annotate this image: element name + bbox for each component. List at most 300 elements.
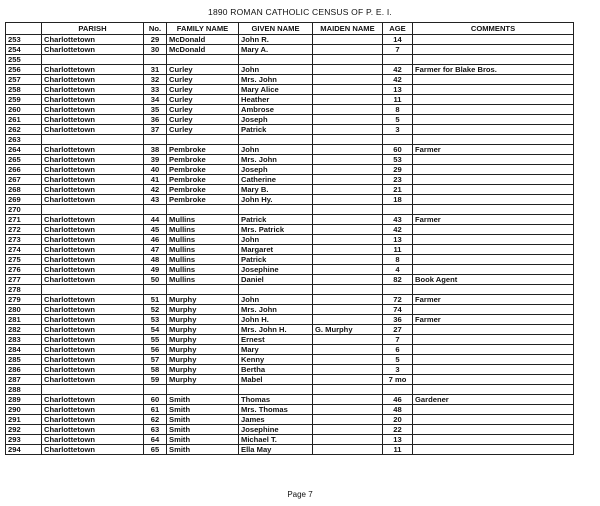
cell-maiden-name [313,45,383,55]
table-row [6,85,574,95]
table-row [6,295,574,305]
cell-given-name: Ambrose [239,105,313,115]
cell-family-name: Mullins [167,265,239,275]
cell-family-name: Curley [167,65,239,75]
cell-given-name: Mrs. Patrick [239,225,313,235]
cell-line-number: 262 [6,125,42,135]
cell-maiden-name [313,415,383,425]
cell-family-no: 29 [144,35,167,45]
cell-family-no: 52 [144,305,167,315]
cell-family-name: Pembroke [167,185,239,195]
cell-family-no [144,135,167,145]
cell-maiden-name [313,395,383,405]
cell-family-name: Murphy [167,325,239,335]
cell-family-name: Mullins [167,235,239,245]
col-header-given-name: GIVEN NAME [239,23,313,35]
cell-given-name: Patrick [239,125,313,135]
cell-age: 8 [383,105,413,115]
cell-family-name: Mullins [167,255,239,265]
cell-maiden-name [313,425,383,435]
cell-maiden-name [313,135,383,145]
cell-family-name: Smith [167,435,239,445]
cell-family-no: 38 [144,145,167,155]
cell-parish: Charlottetown [42,195,144,205]
cell-comments: Farmer [413,295,574,305]
cell-age: 4 [383,265,413,275]
table-row [6,425,574,435]
col-header-parish: PARISH [42,23,144,35]
cell-age: 72 [383,295,413,305]
cell-maiden-name [313,225,383,235]
cell-age: 42 [383,225,413,235]
cell-line-number: 253 [6,35,42,45]
cell-age: 22 [383,425,413,435]
cell-parish: Charlottetown [42,435,144,445]
cell-comments [413,365,574,375]
table-row [6,125,574,135]
cell-comments [413,345,574,355]
cell-family-name: Murphy [167,295,239,305]
table-row [6,255,574,265]
cell-family-no: 55 [144,335,167,345]
cell-comments [413,355,574,365]
table-row [6,35,574,45]
cell-given-name: John [239,235,313,245]
cell-maiden-name [313,245,383,255]
cell-comments [413,165,574,175]
cell-family-name: Pembroke [167,195,239,205]
cell-family-name: Mullins [167,245,239,255]
col-header-comments: COMMENTS [413,23,574,35]
cell-comments: Farmer [413,145,574,155]
cell-maiden-name [313,255,383,265]
cell-parish [42,55,144,65]
cell-family-name: Smith [167,425,239,435]
cell-age [383,285,413,295]
cell-family-name: Curley [167,75,239,85]
cell-family-name: Mullins [167,275,239,285]
cell-age: 21 [383,185,413,195]
cell-family-no: 49 [144,265,167,275]
cell-family-no: 41 [144,175,167,185]
cell-line-number: 264 [6,145,42,155]
cell-given-name [239,385,313,395]
cell-line-number: 284 [6,345,42,355]
cell-line-number: 258 [6,85,42,95]
cell-family-no: 33 [144,85,167,95]
cell-age: 11 [383,245,413,255]
census-table [5,22,574,455]
cell-family-name: Murphy [167,365,239,375]
cell-maiden-name [313,345,383,355]
cell-line-number: 270 [6,205,42,215]
cell-maiden-name [313,435,383,445]
cell-maiden-name [313,295,383,305]
cell-family-no: 30 [144,45,167,55]
table-row [6,405,574,415]
cell-family-name: Pembroke [167,165,239,175]
cell-age: 46 [383,395,413,405]
table-row [6,435,574,445]
cell-maiden-name [313,275,383,285]
cell-family-no: 40 [144,165,167,175]
cell-age: 42 [383,75,413,85]
cell-maiden-name [313,285,383,295]
cell-line-number: 256 [6,65,42,75]
cell-given-name: Joseph [239,165,313,175]
table-row [6,285,574,295]
table-row [6,135,574,145]
cell-family-name [167,285,239,295]
cell-family-no: 43 [144,195,167,205]
cell-parish: Charlottetown [42,215,144,225]
cell-family-name: Curley [167,95,239,105]
cell-maiden-name [313,85,383,95]
table-row [6,165,574,175]
cell-given-name: Ella May [239,445,313,455]
cell-comments [413,325,574,335]
cell-comments [413,155,574,165]
cell-line-number: 267 [6,175,42,185]
cell-family-no: 58 [144,365,167,375]
cell-parish: Charlottetown [42,145,144,155]
cell-given-name: Bertha [239,365,313,375]
cell-comments [413,385,574,395]
cell-age: 13 [383,85,413,95]
cell-family-no: 42 [144,185,167,195]
table-row [6,325,574,335]
cell-parish: Charlottetown [42,185,144,195]
cell-age: 74 [383,305,413,315]
cell-age: 6 [383,345,413,355]
cell-comments: Farmer [413,315,574,325]
cell-given-name: Margaret [239,245,313,255]
cell-comments [413,415,574,425]
cell-age: 13 [383,435,413,445]
cell-maiden-name [313,405,383,415]
cell-given-name: Mrs. Thomas [239,405,313,415]
census-body [6,35,574,455]
cell-maiden-name [313,155,383,165]
cell-maiden-name [313,165,383,175]
cell-family-name: McDonald [167,35,239,45]
cell-given-name [239,135,313,145]
cell-comments [413,95,574,105]
cell-parish: Charlottetown [42,175,144,185]
cell-given-name [239,285,313,295]
cell-family-name: Mullins [167,215,239,225]
cell-family-name: Smith [167,405,239,415]
cell-line-number: 278 [6,285,42,295]
cell-line-number: 268 [6,185,42,195]
cell-comments [413,375,574,385]
cell-maiden-name [313,305,383,315]
cell-parish: Charlottetown [42,365,144,375]
cell-comments: Book Agent [413,275,574,285]
cell-line-number: 292 [6,425,42,435]
cell-comments [413,135,574,145]
cell-maiden-name [313,205,383,215]
cell-line-number: 277 [6,275,42,285]
cell-family-no: 65 [144,445,167,455]
cell-family-no: 45 [144,225,167,235]
cell-comments [413,285,574,295]
cell-line-number: 293 [6,435,42,445]
cell-age [383,385,413,395]
cell-given-name: Mrs. John [239,305,313,315]
cell-family-name: McDonald [167,45,239,55]
cell-comments [413,205,574,215]
cell-given-name: Mrs. John [239,75,313,85]
cell-comments [413,35,574,45]
table-row [6,395,574,405]
cell-given-name: Catherine [239,175,313,185]
cell-given-name: Daniel [239,275,313,285]
cell-given-name [239,205,313,215]
table-row [6,215,574,225]
cell-parish: Charlottetown [42,225,144,235]
cell-family-no: 63 [144,425,167,435]
cell-line-number: 291 [6,415,42,425]
cell-given-name: Mary B. [239,185,313,195]
cell-given-name: Ernest [239,335,313,345]
cell-family-name: Murphy [167,305,239,315]
cell-family-name: Pembroke [167,175,239,185]
cell-maiden-name [313,265,383,275]
table-row [6,225,574,235]
cell-family-no: 62 [144,415,167,425]
cell-family-name [167,205,239,215]
cell-family-name: Pembroke [167,155,239,165]
cell-parish: Charlottetown [42,75,144,85]
cell-line-number: 273 [6,235,42,245]
header-row [6,23,574,35]
cell-given-name: Mary [239,345,313,355]
cell-line-number: 285 [6,355,42,365]
table-row [6,205,574,215]
cell-family-no: 60 [144,395,167,405]
cell-parish: Charlottetown [42,275,144,285]
cell-given-name: John R. [239,35,313,45]
cell-age: 7 [383,45,413,55]
cell-comments [413,85,574,95]
col-header-no: No. [144,23,167,35]
table-row [6,95,574,105]
table-row [6,195,574,205]
cell-age: 14 [383,35,413,45]
cell-line-number: 276 [6,265,42,275]
cell-age: 27 [383,325,413,335]
cell-age: 5 [383,115,413,125]
cell-age: 7 mo [383,375,413,385]
table-row [6,275,574,285]
cell-family-no: 48 [144,255,167,265]
cell-family-name: Smith [167,445,239,455]
cell-age: 43 [383,215,413,225]
cell-family-no: 47 [144,245,167,255]
cell-maiden-name [313,235,383,245]
cell-comments [413,195,574,205]
cell-line-number: 266 [6,165,42,175]
cell-maiden-name [313,55,383,65]
cell-parish: Charlottetown [42,415,144,425]
cell-parish: Charlottetown [42,235,144,245]
table-row [6,335,574,345]
cell-family-name: Murphy [167,315,239,325]
cell-comments [413,75,574,85]
cell-age: 13 [383,235,413,245]
cell-maiden-name [313,65,383,75]
cell-comments [413,305,574,315]
cell-maiden-name [313,365,383,375]
cell-comments [413,405,574,415]
cell-comments [413,225,574,235]
table-row [6,45,574,55]
cell-parish: Charlottetown [42,45,144,55]
cell-given-name: Mabel [239,375,313,385]
cell-parish: Charlottetown [42,355,144,365]
cell-comments: Gardener [413,395,574,405]
cell-parish: Charlottetown [42,405,144,415]
cell-age: 3 [383,125,413,135]
cell-age [383,135,413,145]
cell-given-name: Patrick [239,255,313,265]
cell-parish: Charlottetown [42,95,144,105]
cell-family-no [144,205,167,215]
table-row [6,385,574,395]
cell-maiden-name [313,375,383,385]
cell-family-no: 50 [144,275,167,285]
cell-given-name: Thomas [239,395,313,405]
cell-family-name: Murphy [167,355,239,365]
table-row [6,175,574,185]
cell-family-name: Curley [167,105,239,115]
cell-parish [42,285,144,295]
cell-line-number: 288 [6,385,42,395]
cell-comments [413,235,574,245]
cell-family-no: 59 [144,375,167,385]
table-row [6,245,574,255]
cell-family-name [167,135,239,145]
cell-family-name: Smith [167,415,239,425]
cell-comments [413,185,574,195]
cell-comments [413,265,574,275]
cell-maiden-name [313,105,383,115]
cell-line-number: 275 [6,255,42,265]
cell-comments [413,175,574,185]
cell-parish [42,205,144,215]
page-number: Page 7 [287,490,313,499]
cell-comments [413,125,574,135]
table-row [6,345,574,355]
cell-given-name: Joseph [239,115,313,125]
cell-parish: Charlottetown [42,255,144,265]
cell-maiden-name [313,35,383,45]
cell-given-name: James [239,415,313,425]
cell-parish [42,135,144,145]
cell-family-no: 37 [144,125,167,135]
cell-age: 20 [383,415,413,425]
cell-given-name: John Hy. [239,195,313,205]
cell-family-name [167,55,239,65]
cell-parish: Charlottetown [42,295,144,305]
cell-line-number: 281 [6,315,42,325]
cell-given-name: Josephine [239,265,313,275]
cell-age [383,205,413,215]
table-row [6,265,574,275]
cell-age: 18 [383,195,413,205]
cell-comments: Farmer for Blake Bros. [413,65,574,75]
cell-age: 29 [383,165,413,175]
cell-comments [413,335,574,345]
cell-line-number: 290 [6,405,42,415]
cell-parish: Charlottetown [42,345,144,355]
cell-parish: Charlottetown [42,35,144,45]
cell-parish: Charlottetown [42,395,144,405]
cell-family-no: 35 [144,105,167,115]
cell-comments [413,245,574,255]
cell-family-no: 36 [144,115,167,125]
cell-family-name: Murphy [167,345,239,355]
document-title: 1890 ROMAN CATHOLIC CENSUS OF P. E. I. [208,7,392,17]
cell-line-number: 279 [6,295,42,305]
cell-family-no: 44 [144,215,167,225]
cell-line-number: 254 [6,45,42,55]
cell-line-number: 265 [6,155,42,165]
col-header-line [6,23,42,35]
cell-family-no: 57 [144,355,167,365]
cell-age: 8 [383,255,413,265]
table-row [6,355,574,365]
cell-comments [413,435,574,445]
cell-line-number: 289 [6,395,42,405]
cell-given-name: Mary Alice [239,85,313,95]
cell-comments [413,105,574,115]
cell-age: 3 [383,365,413,375]
cell-parish: Charlottetown [42,65,144,75]
cell-family-no: 46 [144,235,167,245]
cell-given-name: Mrs. John H. [239,325,313,335]
cell-given-name: Josephine [239,425,313,435]
cell-family-name: Curley [167,115,239,125]
cell-maiden-name [313,195,383,205]
cell-line-number: 286 [6,365,42,375]
col-header-maiden-name: MAIDEN NAME [313,23,383,35]
cell-line-number: 260 [6,105,42,115]
cell-age: 36 [383,315,413,325]
table-row [6,235,574,245]
cell-maiden-name [313,445,383,455]
cell-maiden-name [313,215,383,225]
cell-family-name: Smith [167,395,239,405]
cell-comments: Farmer [413,215,574,225]
cell-age: 48 [383,405,413,415]
table-row [6,305,574,315]
cell-line-number: 269 [6,195,42,205]
cell-parish: Charlottetown [42,445,144,455]
cell-maiden-name [313,115,383,125]
cell-parish: Charlottetown [42,315,144,325]
table-row [6,375,574,385]
cell-family-name: Curley [167,85,239,95]
cell-given-name: Mary A. [239,45,313,55]
cell-family-no: 39 [144,155,167,165]
cell-line-number: 271 [6,215,42,225]
cell-age: 82 [383,275,413,285]
cell-line-number: 282 [6,325,42,335]
cell-age: 23 [383,175,413,185]
cell-maiden-name [313,125,383,135]
